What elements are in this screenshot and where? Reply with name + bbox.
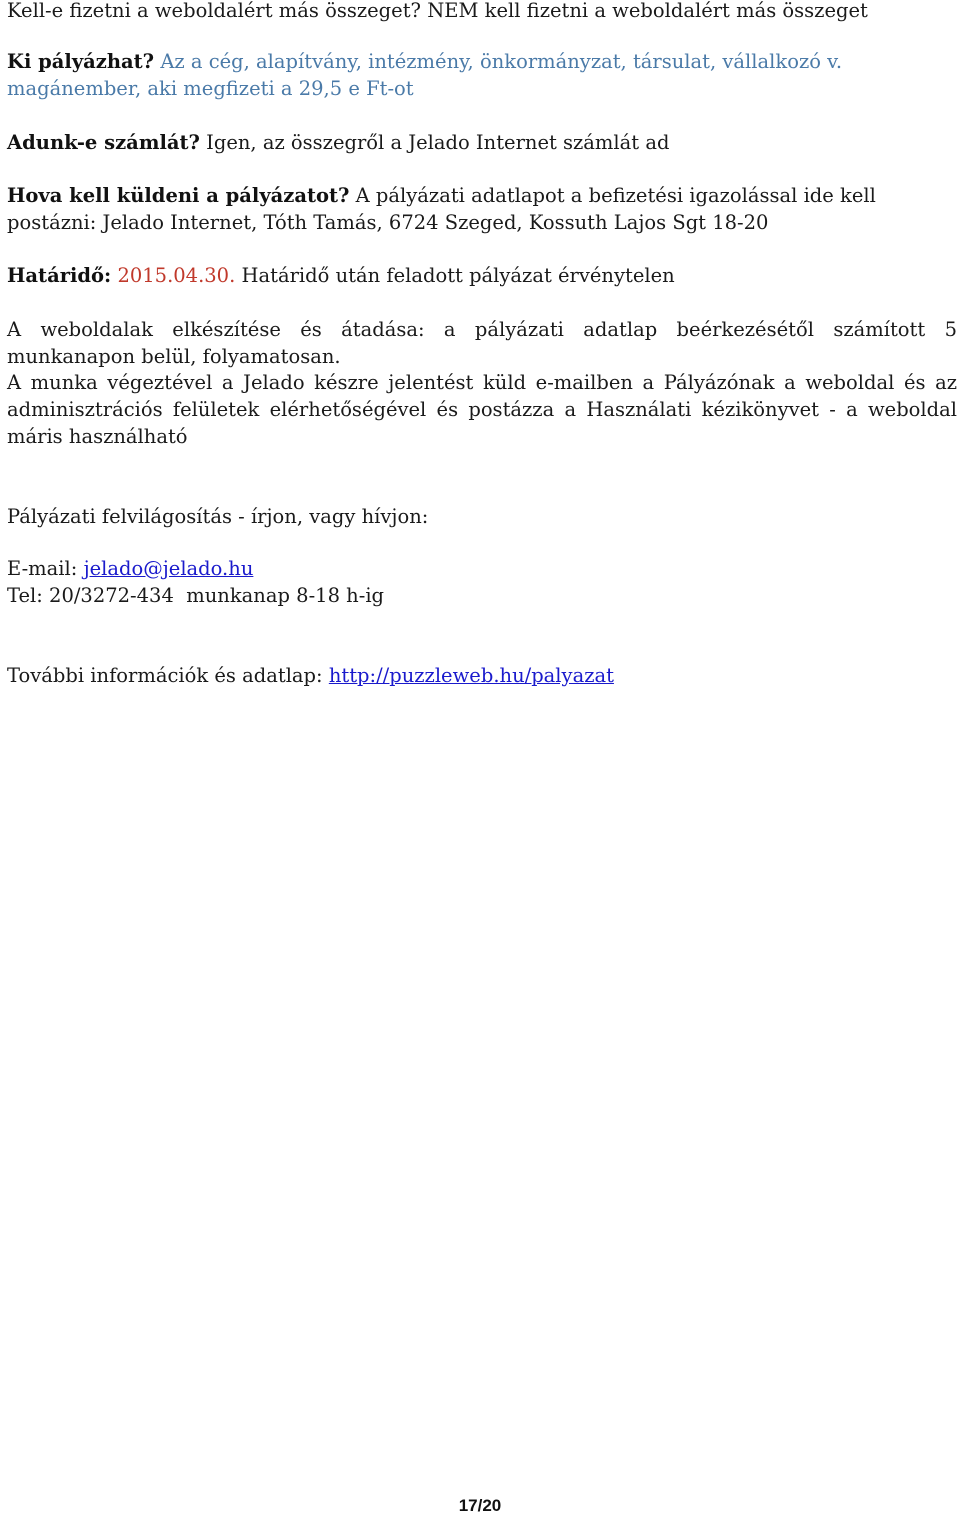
more-info-label: További információk és adatlap: [7, 664, 323, 687]
page-number: 17/20 [458, 1496, 502, 1515]
fee-question-line [7, 0, 868, 24]
send-question: Hova kell küldeni a pályázatot? [7, 184, 350, 207]
email-link[interactable]: jelado@jelado.hu [83, 557, 254, 580]
who-can-apply-paragraph [7, 48, 947, 102]
email-label: E-mail: [7, 557, 78, 580]
invoice-answer: Igen, az összegről a Jelado Internet számlát ad [206, 131, 670, 154]
invoice-question: Adunk-e számlát? [7, 131, 200, 154]
who-can-apply-answer: Az a cég, alapítvány, intézmény, önkormányzat, társulat, vállalkozó v. magánember, aki megfizeti a 29,5 e Ft-ot [7, 50, 843, 100]
invoice-paragraph [7, 129, 669, 156]
fee-question-text: Kell-e fizetni a weboldalért más összeget? NEM kell fizetni a weboldalért más összeget [7, 0, 868, 22]
send-answer: A pályázati adatlapot a befizetési igazolással ide kell postázni: Jelado Internet, Tóth Tamás, 6724 Szeged, Kossuth Lajos Sgt 18-20 [7, 184, 876, 234]
send-paragraph [7, 182, 953, 236]
more-info-line [7, 662, 614, 689]
email-line [7, 555, 253, 582]
delivery-paragraph: A weboldalak elkészítése és átadása: a pályázati adatlap beérkezésétől számított 5 munkanapon belül, folyamatosan. [7, 318, 957, 368]
deadline-paragraph [7, 262, 675, 289]
more-info-link[interactable]: http://puzzleweb.hu/palyazat [328, 664, 614, 687]
tel-line: Tel: 20/3272-434 munkanap 8-18 h-ig [7, 584, 385, 607]
deadline-date: 2015.04.30. [117, 264, 236, 287]
deadline-note: Határidő után feladott pályázat érvénytelen [241, 264, 675, 287]
who-can-apply-question: Ki pályázhat? [7, 50, 155, 73]
deadline-label: Határidő: [7, 264, 112, 287]
contact-intro: Pályázati felvilágosítás - írjon, vagy hívjon: [7, 505, 429, 528]
report-paragraph: A munka végeztével a Jelado készre jelentést küld e-mailben a Pályázónak a weboldal és az adminisztrációs felületek elérhetőségével és postázza a Használati kézikönyvet - a weboldal máris használható [7, 371, 957, 448]
